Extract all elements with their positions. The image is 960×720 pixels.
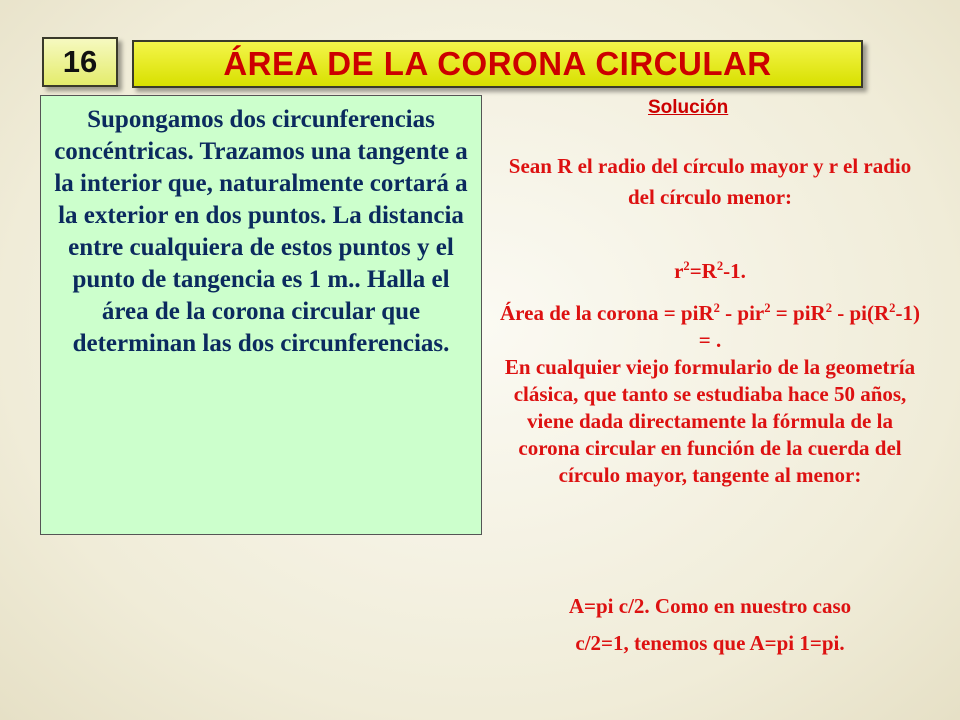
solution-label: Solución xyxy=(648,97,729,118)
problem-statement-box xyxy=(40,95,482,535)
slide-number: 16 xyxy=(62,44,98,79)
solution-conclusion: c/2=1, tenemos que A=pi 1=pi. xyxy=(575,631,845,655)
area-mid-2: = piR xyxy=(770,301,826,325)
area-mid-3: - pi(R xyxy=(832,301,890,325)
solution-formula: A=pi c/2. Como en nuestro caso xyxy=(568,594,852,618)
area-exp-4: 2 xyxy=(889,301,896,315)
solution-intro: Sean R el radio del círculo mayor y r el radio del círculo menor: xyxy=(508,154,912,209)
area-exp-1: 2 xyxy=(713,301,720,315)
problem-text: Supongamos dos circunferencias concéntricas. Trazamos una tangente a la interior que, naturalmente cortará a la exterior en dos puntos. La distancia entre cualquiera de estos puntos y el punto de tangencia es 1 m.. Halla el área de la corona circular que determinan las dos circunferencias. xyxy=(54,106,468,357)
title-bar xyxy=(132,40,863,88)
eq1-exp-R: 2 xyxy=(716,259,724,273)
eq1-minus-one: -1. xyxy=(723,259,746,283)
eq1-eq-R: =R xyxy=(689,259,717,283)
area-formula-line xyxy=(500,300,920,354)
eq1-r: r xyxy=(674,259,684,283)
solution-explanation: En cualquier viejo formulario de la geometría clásica, que tanto se estudiaba hace 50 años, viene dada directamente la fórmula de la corona circular en función de la cuerda del círculo mayor, tangente al menor: xyxy=(504,355,916,487)
eq1-exp-r: 2 xyxy=(683,259,690,273)
page-title: ÁREA DE LA CORONA CIRCULAR xyxy=(223,45,772,82)
area-prefix: Área de la corona = piR xyxy=(500,301,714,325)
area-exp-3: 2 xyxy=(825,301,832,315)
solution-equation-1 xyxy=(500,258,920,285)
area-suffix: -1) = . xyxy=(698,301,920,352)
area-mid-1: - pir xyxy=(719,301,765,325)
slide-number-badge xyxy=(42,37,118,87)
solution-body xyxy=(500,300,920,489)
area-exp-2: 2 xyxy=(764,301,771,315)
